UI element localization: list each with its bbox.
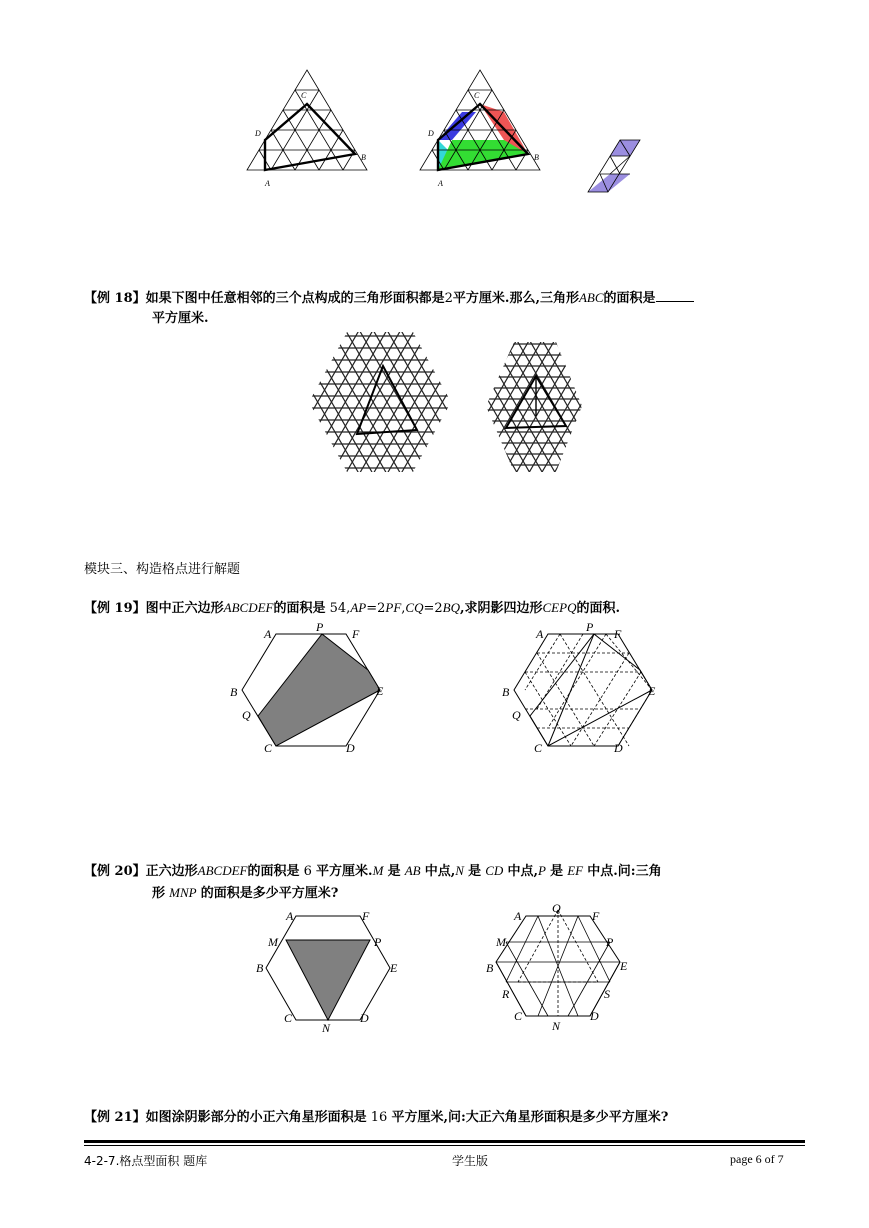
footer-rule-thin bbox=[84, 1145, 805, 1146]
fig-label: D bbox=[255, 129, 261, 138]
example-tag: 【例 18】 bbox=[84, 291, 146, 306]
svg-text:D: D bbox=[346, 741, 355, 755]
page-number: page 6 of 7 bbox=[730, 1152, 784, 1166]
svg-text:Q: Q bbox=[552, 901, 561, 915]
svg-text:E: E bbox=[620, 959, 628, 973]
fig-label: A bbox=[438, 179, 443, 188]
example-tag: 【例 19】 bbox=[84, 601, 146, 616]
svg-text:D: D bbox=[360, 1011, 369, 1025]
svg-text:D: D bbox=[614, 741, 623, 755]
svg-text:D: D bbox=[590, 1009, 599, 1023]
section-heading: 模块三、构造格点进行解题 bbox=[84, 562, 241, 577]
svg-text:F: F bbox=[614, 627, 622, 641]
svg-text:C: C bbox=[284, 1011, 293, 1025]
fig-label: B bbox=[534, 153, 539, 162]
hexagon-figure-20b bbox=[486, 900, 636, 1035]
svg-text:A: A bbox=[286, 909, 294, 923]
example-tag: 【例 20】 bbox=[84, 864, 146, 879]
svg-text:B: B bbox=[486, 961, 494, 975]
svg-text:F: F bbox=[362, 909, 370, 923]
answer-blank bbox=[656, 287, 694, 302]
svg-text:A: A bbox=[536, 627, 544, 641]
svg-text:P: P bbox=[606, 935, 614, 949]
problem-text: 如果下图中任意相邻的三个点构成的三角形面积都是 bbox=[145, 291, 445, 306]
svg-text:N: N bbox=[552, 1019, 561, 1033]
svg-text:F: F bbox=[352, 627, 360, 641]
svg-text:Q: Q bbox=[242, 708, 251, 722]
footer-rule-thick bbox=[84, 1140, 805, 1143]
fig-label: C bbox=[474, 91, 480, 100]
svg-text:S: S bbox=[604, 987, 610, 1001]
svg-text:R: R bbox=[502, 987, 510, 1001]
svg-text:C: C bbox=[534, 741, 543, 755]
svg-text:P: P bbox=[586, 620, 594, 634]
svg-text:E: E bbox=[648, 684, 656, 698]
footer-left: 4-2-7.格点型面积 题库 bbox=[84, 1154, 208, 1168]
fig-label: C bbox=[301, 91, 307, 100]
svg-text:B: B bbox=[230, 685, 238, 699]
lattice-figure-1 bbox=[305, 330, 455, 475]
svg-text:M: M bbox=[268, 935, 278, 949]
footer-center: 学生版 bbox=[452, 1154, 489, 1168]
svg-text:M: M bbox=[496, 935, 506, 949]
svg-text:F: F bbox=[592, 909, 600, 923]
top-figure-1 bbox=[245, 68, 375, 193]
svg-text:P: P bbox=[316, 620, 324, 634]
svg-text:P: P bbox=[374, 935, 382, 949]
fig-label: B bbox=[361, 153, 366, 162]
svg-text:C: C bbox=[264, 741, 273, 755]
svg-text:B: B bbox=[502, 685, 510, 699]
svg-text:E: E bbox=[390, 961, 398, 975]
lattice-figure-2 bbox=[484, 340, 584, 475]
hexagon-figure-20a bbox=[256, 906, 406, 1036]
fig-label: D bbox=[428, 129, 434, 138]
svg-text:C: C bbox=[514, 1009, 523, 1023]
top-figure-2 bbox=[418, 68, 548, 193]
svg-text:Q: Q bbox=[512, 708, 521, 722]
top-figure-3 bbox=[582, 138, 644, 194]
hexagon-figure-19a bbox=[228, 618, 398, 758]
svg-text:A: A bbox=[514, 909, 522, 923]
svg-text:N: N bbox=[322, 1021, 331, 1035]
svg-text:B: B bbox=[256, 961, 264, 975]
svg-text:A: A bbox=[264, 627, 272, 641]
hexagon-figure-19b bbox=[500, 618, 670, 758]
example-tag: 【例 21】 bbox=[84, 1110, 146, 1125]
fig-label: A bbox=[265, 179, 270, 188]
problem-text-line2: 平方厘米. bbox=[152, 311, 209, 326]
svg-text:E: E bbox=[376, 684, 384, 698]
